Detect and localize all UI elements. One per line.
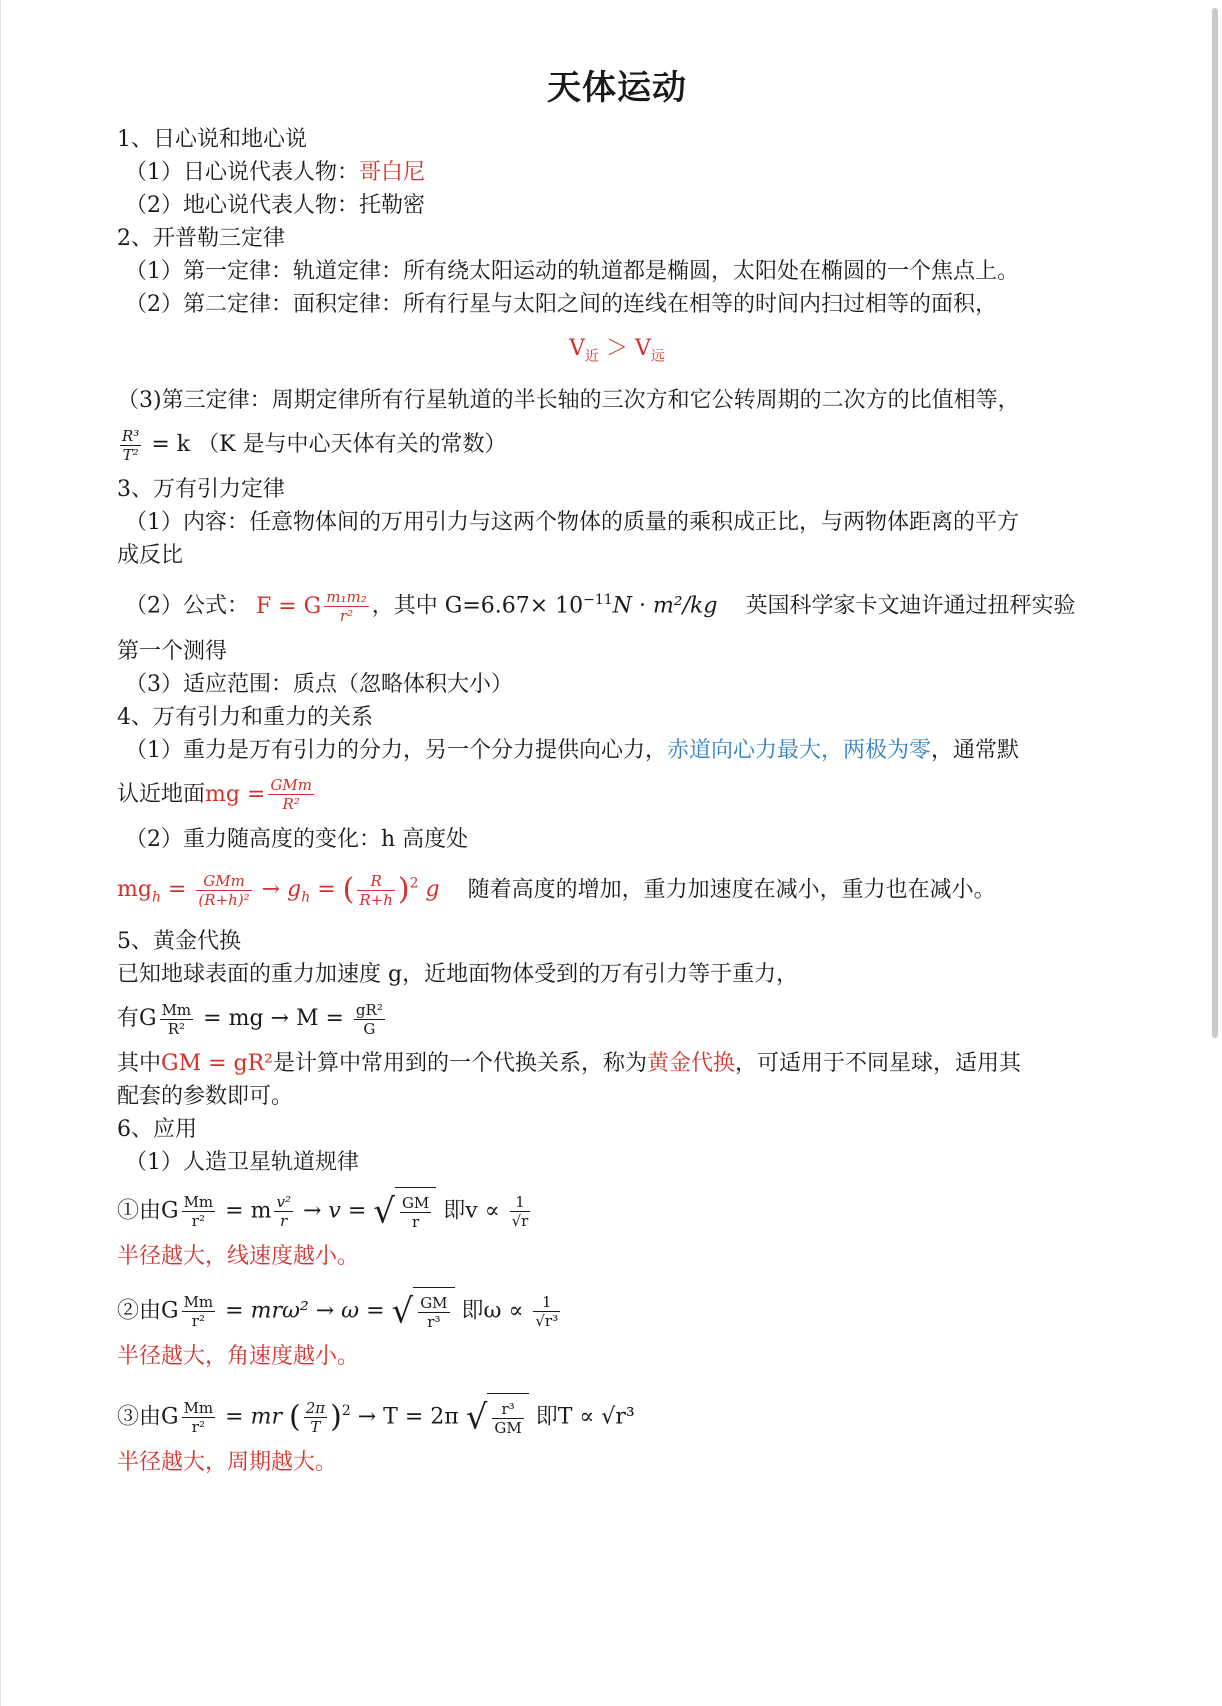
f1-proportional: 即v ∝: [443, 1198, 500, 1224]
s5-item-c: [117, 1047, 1117, 1080]
fraction-denominator: r²: [191, 1312, 205, 1331]
s3-item-a-1: （1）内容：任意物体间的万用引力与这两个物体的质量的乘积成正比，与两物体距离的平方: [125, 510, 1020, 536]
section-2-heading: 2、开普勒三定律: [117, 226, 285, 251]
fraction-denominator: √r: [511, 1212, 529, 1231]
s5-formula: [117, 995, 1117, 1043]
fraction: [120, 427, 141, 464]
fraction: [304, 1399, 327, 1436]
equals-k: = k: [151, 432, 191, 458]
s4-item-a-tail: ，通常默: [931, 737, 1020, 763]
k-note: （K 是与中心天体有关的常数）: [197, 432, 507, 458]
g-unit: N · m²/kg: [612, 593, 718, 619]
fraction-numerator: GMm: [196, 872, 251, 891]
v-far-subscript: 远: [650, 348, 665, 365]
mg-formula: [205, 776, 317, 814]
s3-item-b-2: 第一个测得: [117, 638, 228, 664]
fraction: [182, 1399, 216, 1436]
section-4-heading: 4、万有引力和重力的关系: [117, 704, 373, 730]
fraction-denominator: r²: [191, 1418, 205, 1437]
s6-note-2: 半径越大，角速度越小。: [117, 1344, 360, 1370]
s3-item-c: （3）适应范围：质点（忽略体积大小）: [125, 671, 513, 697]
s4-item-a: [117, 734, 1117, 767]
s5-item-c-2: 配套的参数即可。: [117, 1084, 294, 1110]
square-root: √ $\frac{GM}{r}$: [373, 1187, 436, 1236]
section-5-heading: 5、黄金代换: [117, 929, 241, 955]
fraction: [324, 588, 368, 625]
s5-c-tail: ，可适用于不同星球，适用其: [735, 1051, 1022, 1077]
golden-substitution-term: 黄金代换: [647, 1051, 736, 1077]
s6-item-a: （1）人造卫星轨道规律: [125, 1150, 359, 1176]
f1-arrow: → v =: [302, 1198, 367, 1224]
fraction-denominator: r: [412, 1212, 420, 1231]
fraction: [418, 1294, 449, 1331]
s1-item-a-value: 哥白尼: [359, 160, 426, 185]
s6-formula-1: [117, 1187, 1117, 1236]
s4-item-a-text: （1）重力是万有引力的分力，另一个分力提供向心力，: [125, 737, 667, 763]
arrow-g: → g: [261, 877, 302, 903]
fraction-denominator: r³: [427, 1312, 441, 1331]
fraction-numerator: gR²: [355, 1000, 383, 1019]
s4-highlight: 赤道向心力最大，两极为零: [667, 737, 932, 763]
s5-prefix: 有G: [117, 1006, 157, 1032]
fraction-numerator: Mm: [183, 1399, 214, 1418]
f3-middle: = mr: [225, 1404, 282, 1430]
section-3-heading: 3、万有引力定律: [117, 477, 285, 503]
f3-prefix: ③由G: [117, 1404, 179, 1430]
s1-item-b: （2）地心说代表人物：托勒密: [125, 193, 425, 218]
equals-2: =: [317, 877, 336, 903]
golden-substitution-formula: GM = gR²: [161, 1051, 274, 1077]
fraction-numerator: GM: [420, 1293, 448, 1312]
fraction: [510, 1193, 531, 1230]
fraction-denominator: r: [280, 1212, 288, 1231]
fraction: [533, 1293, 560, 1330]
fraction-denominator: GM: [494, 1418, 522, 1437]
square-root: √ $\frac{GM}{\text{r³}}$: [392, 1287, 455, 1336]
fraction-numerator: v²: [276, 1193, 291, 1212]
s2-velocity-formula: [117, 325, 1117, 380]
s5-c-middle: 是计算中常用到的一个代换关系，称为: [273, 1051, 648, 1077]
fraction-denominator: R²: [282, 795, 300, 814]
fraction-denominator: T²: [122, 445, 139, 464]
s4-item-b: （2）重力随高度的变化：h 高度处: [125, 826, 469, 852]
s4-height-formula: [117, 860, 1117, 922]
s4-conclusion: 随着高度的增加，重力加速度在减小，重力也在减小。: [467, 877, 996, 903]
v-symbol: V: [569, 336, 585, 361]
mg-lhs: mg: [117, 877, 152, 903]
mg-lhs: mg =: [205, 781, 266, 807]
s4-item-a-2: [117, 771, 1117, 819]
fraction-denominator: r²: [191, 1212, 205, 1231]
fraction: [160, 1001, 194, 1038]
s2-item-a: （1）第一定律：轨道定律：所有绕太阳运动的轨道都是椭圆，太阳处在椭圆的一个焦点上。: [125, 259, 1020, 284]
f3-arrow: → T = 2π: [357, 1404, 459, 1430]
s2-item-b: （2）第二定律：面积定律：所有行星与太阳之间的连线在相等的时间内扫过相等的面积，: [125, 292, 998, 317]
s6-note-3: 半径越大，周期越大。: [117, 1450, 338, 1476]
s3-item-a-2: 成反比: [117, 543, 184, 569]
section-6-heading: 6、应用: [117, 1117, 197, 1143]
s2-third-law-formula: [117, 421, 1117, 469]
f-lhs: F = G: [256, 593, 322, 619]
fraction: [357, 872, 395, 909]
fraction-numerator: GMm: [270, 776, 312, 795]
fraction-numerator: R: [357, 872, 395, 891]
exponent: 2: [409, 875, 419, 892]
fraction-denominator: R²: [167, 1019, 186, 1038]
s6-note-1: 半径越大，线速度越小。: [117, 1244, 360, 1270]
fraction-numerator: r³: [492, 1400, 523, 1419]
f2-middle: = mrω² → ω =: [225, 1298, 385, 1324]
fraction: [274, 1193, 293, 1230]
s3-gravitation-formula: [117, 576, 1117, 630]
greater-than: ＞: [605, 336, 628, 361]
square-root: √ $\frac{\text{r³}}{GM}$: [466, 1393, 529, 1442]
fraction-denominator: (R+h)²: [198, 890, 250, 909]
s1-item-a-label: （1）日心说代表人物：: [125, 160, 359, 185]
s2-item-c: （3)第三定律：周期定律所有行星轨道的半长轴的三次方和它公转周期的二次方的比值相等，: [117, 388, 1020, 414]
fraction-numerator: Mm: [183, 1293, 214, 1312]
s5-c-prefix: 其中: [117, 1051, 162, 1077]
fraction-denominator: √r³: [535, 1312, 559, 1331]
fraction: [196, 872, 251, 909]
fraction: [492, 1400, 523, 1437]
fraction: [354, 1001, 385, 1038]
s6-formula-3: ③由G $\frac{Mm}{\text{r²}}$ = mr ( $\frac{2\pi}{T}$ )$^2$ → T = 2π √ $\frac{\text{r³}}{GM}$ 即T ∝ √r³: [117, 1387, 1117, 1442]
fraction-numerator: 1: [533, 1293, 560, 1312]
v-near-subscript: 近: [584, 348, 599, 365]
fraction-numerator: R³: [122, 426, 140, 445]
s5-item-a: 已知地球表面的重力加速度 g，近地面物体受到的万有引力等于重力，: [117, 962, 799, 988]
exponent: 2: [341, 1403, 351, 1420]
v-symbol-2: V: [635, 336, 651, 361]
fraction-numerator: Mm: [161, 1000, 192, 1019]
fraction: [182, 1193, 216, 1230]
g-constant: ，其中 G=6.67× 10: [371, 593, 584, 619]
fraction-numerator: m₁m₂: [326, 588, 367, 607]
s1-item-a: [117, 156, 1117, 189]
page-title: 天体运动: [547, 68, 687, 108]
fraction: [182, 1293, 216, 1330]
fraction-numerator: GM: [401, 1193, 430, 1212]
section-1-heading: 1、日心说和地心说: [117, 127, 307, 152]
cavendish-note: 英国科学家卡文迪许通过扭秤实验: [745, 593, 1076, 619]
f3-proportional: 即T ∝ √r³: [535, 1404, 635, 1430]
fraction-numerator: 2π: [305, 1399, 326, 1418]
f2-proportional: 即ω ∝: [461, 1298, 524, 1324]
fraction-numerator: Mm: [183, 1193, 214, 1212]
fraction-denominator: R+h: [359, 890, 393, 909]
scrollbar[interactable]: [1212, 8, 1218, 1038]
fraction-numerator: 1: [510, 1193, 531, 1212]
h-subscript: h: [151, 889, 161, 906]
f2-prefix: ②由G: [117, 1298, 179, 1324]
fraction-denominator: r²: [339, 607, 354, 626]
document-content: [117, 60, 1117, 1479]
gravity-formula: [256, 588, 372, 626]
equals: =: [167, 877, 187, 903]
h-subscript-2: h: [301, 889, 311, 906]
fraction-denominator: G: [363, 1019, 376, 1038]
f1-middle: = m: [225, 1198, 272, 1224]
height-formula: $mg_h$ = $\frac{\text{GMm}}{\text{(R+h)²}}$ → $g_h$ = ( $\frac{R}{R+h}$ )$^2$ g: [117, 871, 440, 909]
g-exponent: −11: [583, 592, 613, 609]
f1-prefix: ①由G: [117, 1198, 179, 1224]
fraction: [268, 776, 314, 813]
fraction: [400, 1194, 431, 1231]
s4-item-a-2-text: 认近地面: [117, 781, 206, 807]
s5-middle: = mg → M =: [203, 1006, 344, 1032]
s6-formula-2: [117, 1287, 1117, 1336]
g-symbol: g: [425, 877, 440, 903]
fraction-denominator: T: [310, 1418, 321, 1437]
formula-label: （2）公式：: [125, 593, 249, 619]
